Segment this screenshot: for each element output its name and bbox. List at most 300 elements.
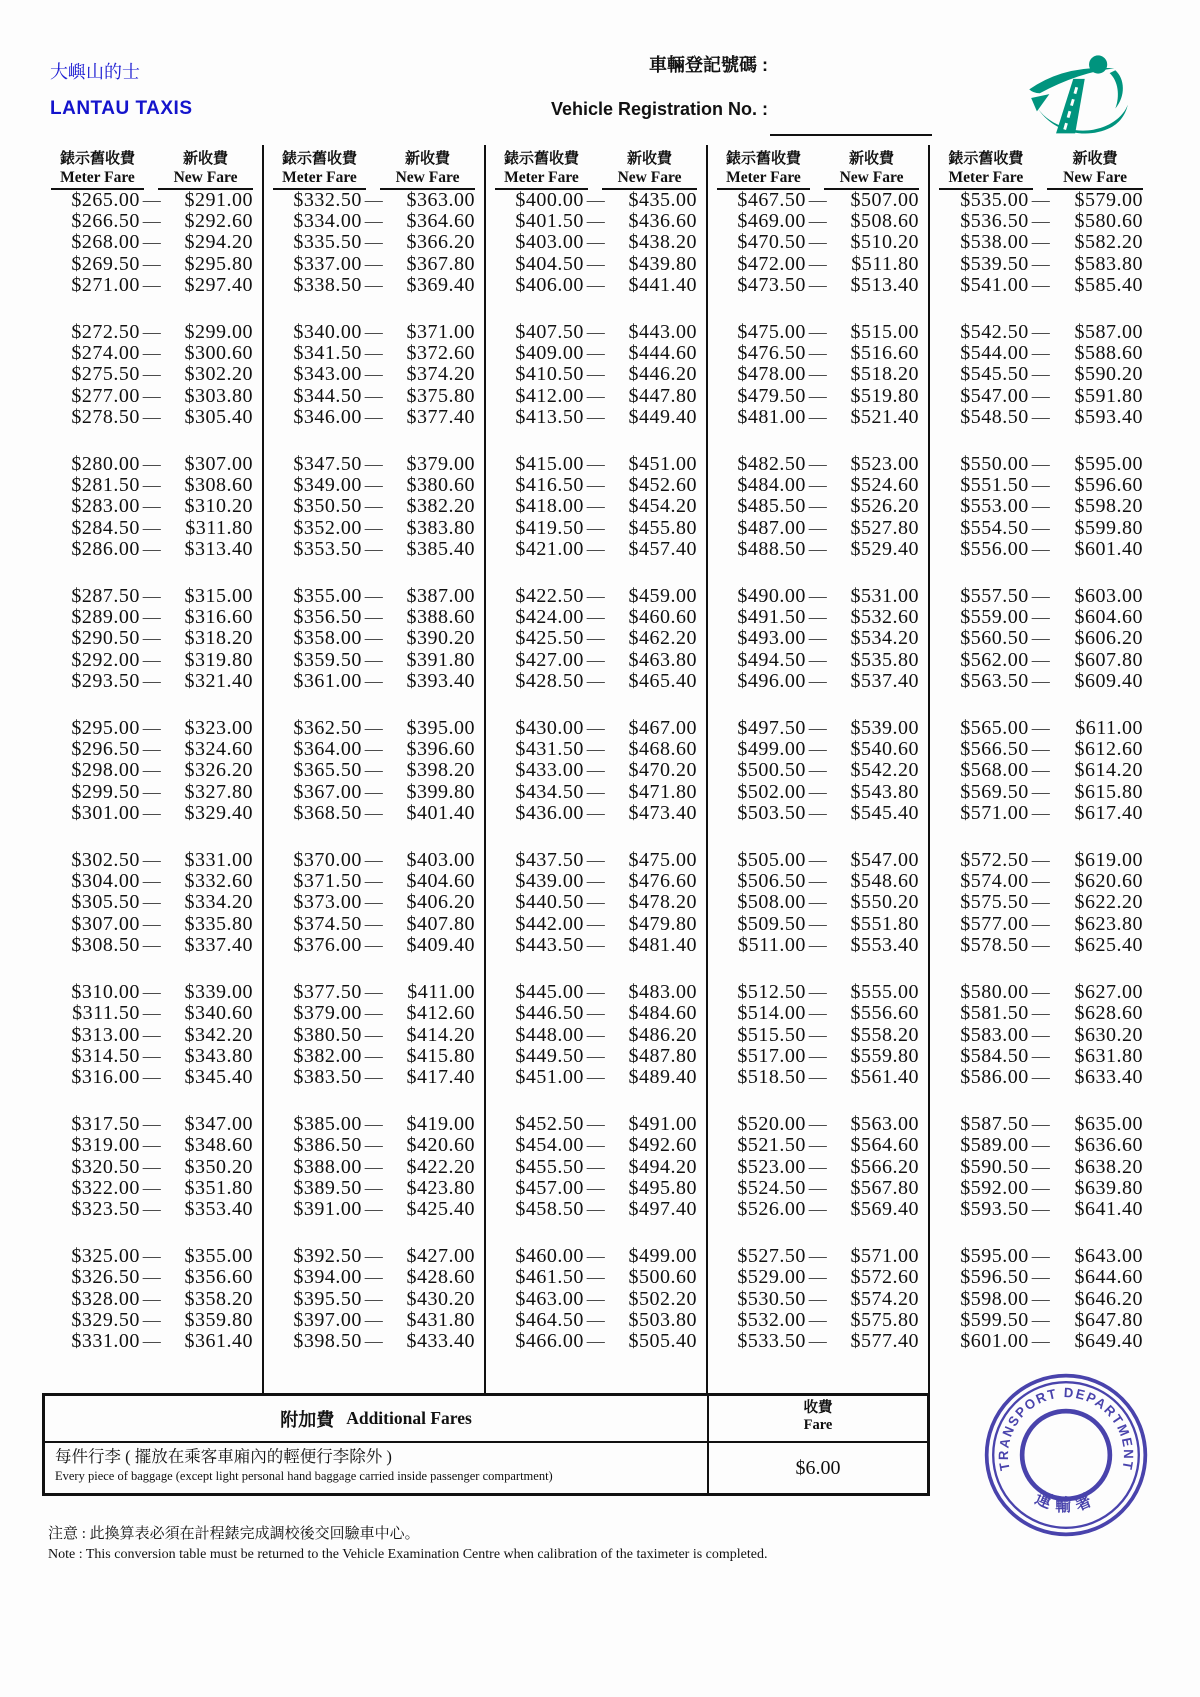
meter-fare-value: $545.50	[960, 363, 1029, 386]
new-fare-value: $559.80	[850, 1044, 919, 1067]
fare-row	[51, 322, 253, 343]
range-dash: —	[142, 385, 162, 406]
meter-fare-value: $427.00	[515, 648, 584, 671]
new-fare-value: $646.20	[1074, 1287, 1143, 1310]
new-fare-value: $638.20	[1074, 1155, 1143, 1178]
fare-row	[939, 892, 1143, 913]
range-dash: —	[142, 781, 162, 802]
range-dash: —	[142, 1330, 162, 1351]
range-dash: —	[808, 253, 828, 274]
new-fare-value: $313.40	[184, 537, 253, 560]
meter-fare-value: $307.00	[71, 912, 140, 935]
new-fare-value: $321.40	[184, 669, 253, 692]
fare-row	[495, 718, 697, 739]
fare-group	[495, 850, 697, 956]
meter-fare-value: $341.50	[293, 342, 362, 365]
fare-group	[51, 190, 253, 296]
meter-fare-value: $527.50	[737, 1245, 806, 1268]
range-dash: —	[808, 538, 828, 559]
fare-row	[273, 892, 475, 913]
vehicle-registration-label-english: Vehicle Registration No. :	[550, 99, 768, 119]
meter-fare-value: $526.00	[737, 1197, 806, 1220]
range-dash: —	[808, 739, 828, 760]
fare-row	[717, 1003, 919, 1024]
meter-fare-value: $601.00	[960, 1329, 1029, 1352]
fare-group	[939, 718, 1143, 824]
new-fare-value: $455.80	[628, 516, 697, 539]
fare-group	[51, 454, 253, 560]
new-fare-value: $319.80	[184, 648, 253, 671]
new-fare-value: $475.00	[628, 849, 697, 872]
fare-row	[939, 475, 1143, 496]
fare-row	[717, 871, 919, 892]
fare-row	[939, 407, 1143, 428]
new-fare-header	[824, 149, 919, 190]
fare-group	[939, 190, 1143, 296]
meter-fare-value: $458.50	[515, 1197, 584, 1220]
meter-fare-value: $560.50	[960, 627, 1029, 650]
new-fare-value: $649.40	[1074, 1329, 1143, 1352]
range-dash: —	[364, 586, 384, 607]
range-dash: —	[142, 1066, 162, 1087]
fare-row	[273, 518, 475, 539]
range-dash: —	[142, 982, 162, 1003]
fare-group	[495, 1114, 697, 1220]
range-dash: —	[1031, 1288, 1051, 1309]
range-dash: —	[1031, 1309, 1051, 1330]
range-dash: —	[808, 1267, 828, 1288]
meter-fare-value: $274.00	[71, 342, 140, 365]
new-fare-value: $595.00	[1074, 453, 1143, 476]
range-dash: —	[586, 1267, 606, 1288]
fare-row	[495, 232, 697, 253]
fare-group	[939, 1246, 1143, 1352]
new-fare-value: $388.60	[406, 606, 475, 629]
new-fare-value: $329.40	[184, 801, 253, 824]
range-dash: —	[364, 628, 384, 649]
meter-fare-value: $373.00	[293, 891, 362, 914]
new-fare-value: $369.40	[406, 273, 475, 296]
svg-text:運輸署	[1032, 1486, 1103, 1516]
range-dash: —	[364, 1198, 384, 1219]
meter-fare-value: $592.00	[960, 1176, 1029, 1199]
fare-row	[273, 343, 475, 364]
meter-fare-value: $424.00	[515, 606, 584, 629]
range-dash: —	[1031, 1198, 1051, 1219]
fare-row	[273, 1067, 475, 1088]
new-fare-value: $574.20	[850, 1287, 919, 1310]
meter-fare-value: $509.50	[737, 912, 806, 935]
new-fare-value: $380.60	[406, 474, 475, 497]
range-dash: —	[142, 934, 162, 955]
new-fare-value: $361.40	[184, 1329, 253, 1352]
new-fare-value: $534.20	[850, 627, 919, 650]
fare-group	[51, 982, 253, 1088]
new-fare-value: $500.60	[628, 1266, 697, 1289]
new-fare-value: $331.00	[184, 849, 253, 872]
fare-group	[273, 850, 475, 956]
meter-fare-value: $316.00	[71, 1065, 140, 1088]
fare-row	[717, 1135, 919, 1156]
new-fare-value: $483.00	[628, 981, 697, 1004]
fare-row	[717, 803, 919, 824]
meter-fare-header-english: Meter Fare	[282, 169, 357, 186]
fare-row	[51, 1114, 253, 1135]
range-dash: —	[142, 1003, 162, 1024]
new-fare-value: $572.60	[850, 1266, 919, 1289]
new-fare-value: $422.20	[406, 1155, 475, 1178]
meter-fare-value: $418.00	[515, 495, 584, 518]
range-dash: —	[142, 232, 162, 253]
new-fare-value: $452.60	[628, 474, 697, 497]
range-dash: —	[808, 454, 828, 475]
range-dash: —	[1031, 1024, 1051, 1045]
meter-fare-value: $499.00	[737, 738, 806, 761]
fare-row	[717, 386, 919, 407]
fare-row	[273, 803, 475, 824]
meter-fare-value: $299.50	[71, 780, 140, 803]
meter-fare-value: $478.00	[737, 363, 806, 386]
new-fare-value: $516.60	[850, 342, 919, 365]
new-fare-header-english: New Fare	[839, 169, 904, 186]
meter-fare-value: $302.50	[71, 849, 140, 872]
fare-row	[51, 760, 253, 781]
meter-fare-value: $494.50	[737, 648, 806, 671]
new-fare-value: $537.40	[850, 669, 919, 692]
range-dash: —	[142, 1024, 162, 1045]
new-fare-value: $340.60	[184, 1002, 253, 1025]
fare-row	[939, 1046, 1143, 1067]
fare-row	[717, 935, 919, 956]
meter-fare-value: $508.00	[737, 891, 806, 914]
fare-row	[717, 628, 919, 649]
range-dash: —	[808, 1135, 828, 1156]
range-dash: —	[364, 517, 384, 538]
new-fare-value: $462.20	[628, 627, 697, 650]
new-fare-value: $556.60	[850, 1002, 919, 1025]
meter-fare-value: $335.50	[293, 231, 362, 254]
fare-row	[717, 671, 919, 692]
new-fare-value: $639.80	[1074, 1176, 1143, 1199]
meter-fare-value: $434.50	[515, 780, 584, 803]
stamp-text-chinese: 運輸署	[1032, 1486, 1103, 1516]
range-dash: —	[586, 781, 606, 802]
new-fare-value: $348.60	[184, 1134, 253, 1157]
new-fare-value: $515.00	[850, 321, 919, 344]
new-fare-value: $423.80	[406, 1176, 475, 1199]
meter-fare-value: $325.00	[71, 1245, 140, 1268]
range-dash: —	[808, 364, 828, 385]
new-fare-value: $438.20	[628, 231, 697, 254]
new-fare-value: $441.40	[628, 273, 697, 296]
new-fare-value: $479.80	[628, 912, 697, 935]
fare-row	[939, 1199, 1143, 1220]
range-dash: —	[586, 406, 606, 427]
fare-row	[717, 254, 919, 275]
range-dash: —	[364, 649, 384, 670]
fare-row	[495, 914, 697, 935]
new-fare-value: $367.80	[406, 252, 475, 275]
range-dash: —	[364, 343, 384, 364]
meter-fare-value: $340.00	[293, 321, 362, 344]
fare-column-5	[930, 145, 1152, 1393]
new-fare-value: $647.80	[1074, 1308, 1143, 1331]
meter-fare-value: $566.50	[960, 738, 1029, 761]
new-fare-value: $324.60	[184, 738, 253, 761]
range-dash: —	[586, 322, 606, 343]
new-fare-value: $451.00	[628, 453, 697, 476]
meter-fare-value: $548.50	[960, 405, 1029, 428]
fare-row	[495, 322, 697, 343]
range-dash: —	[364, 850, 384, 871]
new-fare-value: $302.20	[184, 363, 253, 386]
new-fare-value: $622.20	[1074, 891, 1143, 914]
fare-row	[51, 1310, 253, 1331]
meter-fare-value: $550.00	[960, 453, 1029, 476]
new-fare-value: $315.00	[184, 585, 253, 608]
fare-row	[717, 739, 919, 760]
new-fare-value: $459.00	[628, 585, 697, 608]
meter-fare-value: $523.00	[737, 1155, 806, 1178]
fare-row	[51, 739, 253, 760]
range-dash: —	[364, 718, 384, 739]
meter-fare-header-chinese: 錶示舊收費	[503, 151, 579, 167]
range-dash: —	[364, 454, 384, 475]
meter-fare-value: $589.00	[960, 1134, 1029, 1157]
fare-group	[717, 850, 919, 956]
fare-row	[495, 343, 697, 364]
range-dash: —	[1031, 232, 1051, 253]
fare-row	[495, 1199, 697, 1220]
meter-fare-value: $578.50	[960, 933, 1029, 956]
range-dash: —	[808, 718, 828, 739]
new-fare-value: $543.80	[850, 780, 919, 803]
company-title-chinese: 大嶼山的士	[50, 62, 140, 82]
fare-row	[495, 782, 697, 803]
new-fare-header-chinese: 新收費	[183, 151, 229, 167]
range-dash: —	[1031, 760, 1051, 781]
fare-row	[495, 1157, 697, 1178]
fare-row	[51, 475, 253, 496]
range-dash: —	[142, 871, 162, 892]
new-fare-value: $468.60	[628, 738, 697, 761]
fare-row	[273, 914, 475, 935]
fare-row	[51, 496, 253, 517]
meter-fare-value: $355.00	[293, 585, 362, 608]
fare-group	[273, 190, 475, 296]
new-fare-value: $527.80	[850, 516, 919, 539]
new-fare-value: $548.60	[850, 870, 919, 893]
range-dash: —	[1031, 1135, 1051, 1156]
fare-row	[495, 650, 697, 671]
fare-row	[717, 1199, 919, 1220]
range-dash: —	[808, 934, 828, 955]
range-dash: —	[808, 670, 828, 691]
new-fare-value: $417.40	[406, 1065, 475, 1088]
meter-fare-value: $484.00	[737, 474, 806, 497]
new-fare-value: $588.60	[1074, 342, 1143, 365]
fare-row	[495, 275, 697, 296]
new-fare-value: $599.80	[1074, 516, 1143, 539]
meter-fare-value: $323.50	[71, 1197, 140, 1220]
new-fare-value: $399.80	[406, 780, 475, 803]
fare-column-header	[709, 1396, 927, 1443]
baggage-item-chinese: 每件行李 ( 擺放在乘客車廂內的輕便行李除外 )	[55, 1447, 392, 1466]
range-dash: —	[808, 802, 828, 823]
new-fare-value: $526.20	[850, 495, 919, 518]
fare-row	[51, 386, 253, 407]
meter-fare-value: $337.00	[293, 252, 362, 275]
meter-fare-value: $485.50	[737, 495, 806, 518]
range-dash: —	[142, 892, 162, 913]
meter-fare-value: $334.00	[293, 210, 362, 233]
new-fare-value: $443.00	[628, 321, 697, 344]
meter-fare-value: $386.50	[293, 1134, 362, 1157]
meter-fare-value: $352.00	[293, 516, 362, 539]
new-fare-header-chinese: 新收費	[1072, 151, 1118, 167]
meter-fare-value: $596.50	[960, 1266, 1029, 1289]
range-dash: —	[1031, 517, 1051, 538]
meter-fare-value: $575.50	[960, 891, 1029, 914]
meter-fare-value: $406.00	[515, 273, 584, 296]
range-dash: —	[1031, 1177, 1051, 1198]
range-dash: —	[364, 781, 384, 802]
fare-row	[939, 935, 1143, 956]
range-dash: —	[364, 1288, 384, 1309]
fare-row	[51, 190, 253, 211]
fare-row	[495, 539, 697, 560]
fare-row	[939, 803, 1143, 824]
fare-row	[939, 850, 1143, 871]
fare-row	[273, 1025, 475, 1046]
new-fare-value: $460.60	[628, 606, 697, 629]
meter-fare-value: $433.00	[515, 759, 584, 782]
new-fare-value: $511.80	[851, 252, 919, 275]
range-dash: —	[364, 607, 384, 628]
range-dash: —	[142, 1246, 162, 1267]
meter-fare-value: $518.50	[737, 1065, 806, 1088]
fare-row	[939, 1114, 1143, 1135]
meter-fare-value: $479.50	[737, 384, 806, 407]
meter-fare-value: $368.50	[293, 801, 362, 824]
range-dash: —	[808, 871, 828, 892]
new-fare-value: $518.20	[850, 363, 919, 386]
range-dash: —	[586, 1135, 606, 1156]
meter-fare-value: $317.50	[71, 1113, 140, 1136]
fare-row	[939, 496, 1143, 517]
fare-row	[939, 650, 1143, 671]
fare-row	[717, 1157, 919, 1178]
new-fare-value: $403.00	[406, 849, 475, 872]
range-dash: —	[586, 586, 606, 607]
meter-fare-value: $437.50	[515, 849, 584, 872]
meter-fare-value: $349.00	[293, 474, 362, 497]
meter-fare-value: $376.00	[293, 933, 362, 956]
new-fare-value: $387.00	[406, 585, 475, 608]
fare-group	[495, 190, 697, 296]
new-fare-value: $579.00	[1074, 189, 1143, 211]
new-fare-value: $356.60	[184, 1266, 253, 1289]
note-english: Note : This conversion table must be returned to the Vehicle Examination Centre when calibration of the taximeter is completed.	[48, 1547, 768, 1562]
new-fare-value: $415.80	[406, 1044, 475, 1067]
range-dash: —	[586, 1045, 606, 1066]
new-fare-value: $499.00	[628, 1245, 697, 1268]
range-dash: —	[1031, 496, 1051, 517]
fare-row	[939, 211, 1143, 232]
new-fare-value: $470.20	[628, 759, 697, 782]
svg-text:TRANSPORT DEPARTMENT	[996, 1385, 1136, 1472]
range-dash: —	[142, 802, 162, 823]
meter-fare-value: $439.00	[515, 870, 584, 893]
stamp-text-english: TRANSPORT DEPARTMENT	[996, 1385, 1136, 1473]
fare-group	[51, 850, 253, 956]
fare-row	[51, 518, 253, 539]
meter-fare-value: $533.50	[737, 1329, 806, 1352]
range-dash: —	[808, 1003, 828, 1024]
range-dash: —	[1031, 1246, 1051, 1267]
meter-fare-value: $358.00	[293, 627, 362, 650]
range-dash: —	[1031, 190, 1051, 210]
fare-group	[495, 322, 697, 428]
new-fare-value: $491.00	[628, 1113, 697, 1136]
new-fare-value: $569.40	[850, 1197, 919, 1220]
meter-fare-value: $361.00	[293, 669, 362, 692]
additional-fares-box	[42, 1393, 930, 1496]
fare-label-chinese: 收費	[803, 1400, 833, 1416]
fare-group	[717, 982, 919, 1088]
meter-fare-value: $463.00	[515, 1287, 584, 1310]
fare-row	[273, 671, 475, 692]
range-dash: —	[364, 190, 384, 210]
fare-row	[273, 1135, 475, 1156]
new-fare-value: $620.60	[1074, 870, 1143, 893]
meter-fare-value: $442.00	[515, 912, 584, 935]
fare-row	[717, 518, 919, 539]
fare-row	[939, 275, 1143, 296]
fare-row	[51, 407, 253, 428]
meter-fare-value: $563.50	[960, 669, 1029, 692]
new-fare-value: $612.60	[1074, 738, 1143, 761]
meter-fare-value: $598.00	[960, 1287, 1029, 1310]
meter-fare-value: $389.50	[293, 1176, 362, 1199]
new-fare-value: $409.40	[406, 933, 475, 956]
new-fare-value: $342.20	[184, 1023, 253, 1046]
meter-fare-value: $428.50	[515, 669, 584, 692]
range-dash: —	[364, 475, 384, 496]
fare-row	[51, 539, 253, 560]
fare-row	[495, 1267, 697, 1288]
meter-fare-value: $521.50	[737, 1134, 806, 1157]
meter-fare-value: $398.50	[293, 1329, 362, 1352]
fare-row	[939, 386, 1143, 407]
range-dash: —	[808, 913, 828, 934]
fare-group	[939, 1114, 1143, 1220]
meter-fare-header	[495, 149, 588, 190]
range-dash: —	[808, 274, 828, 295]
fare-row	[495, 1067, 697, 1088]
meter-fare-value: $553.00	[960, 495, 1029, 518]
range-dash: —	[142, 670, 162, 691]
meter-fare-value: $283.00	[71, 495, 140, 518]
range-dash: —	[808, 406, 828, 427]
new-fare-value: $547.00	[850, 849, 919, 872]
new-fare-value: $591.80	[1074, 384, 1143, 407]
range-dash: —	[364, 274, 384, 295]
new-fare-value: $395.00	[406, 717, 475, 740]
meter-fare-value: $343.00	[293, 363, 362, 386]
fare-row	[717, 1178, 919, 1199]
new-fare-header-english: New Fare	[395, 169, 460, 186]
